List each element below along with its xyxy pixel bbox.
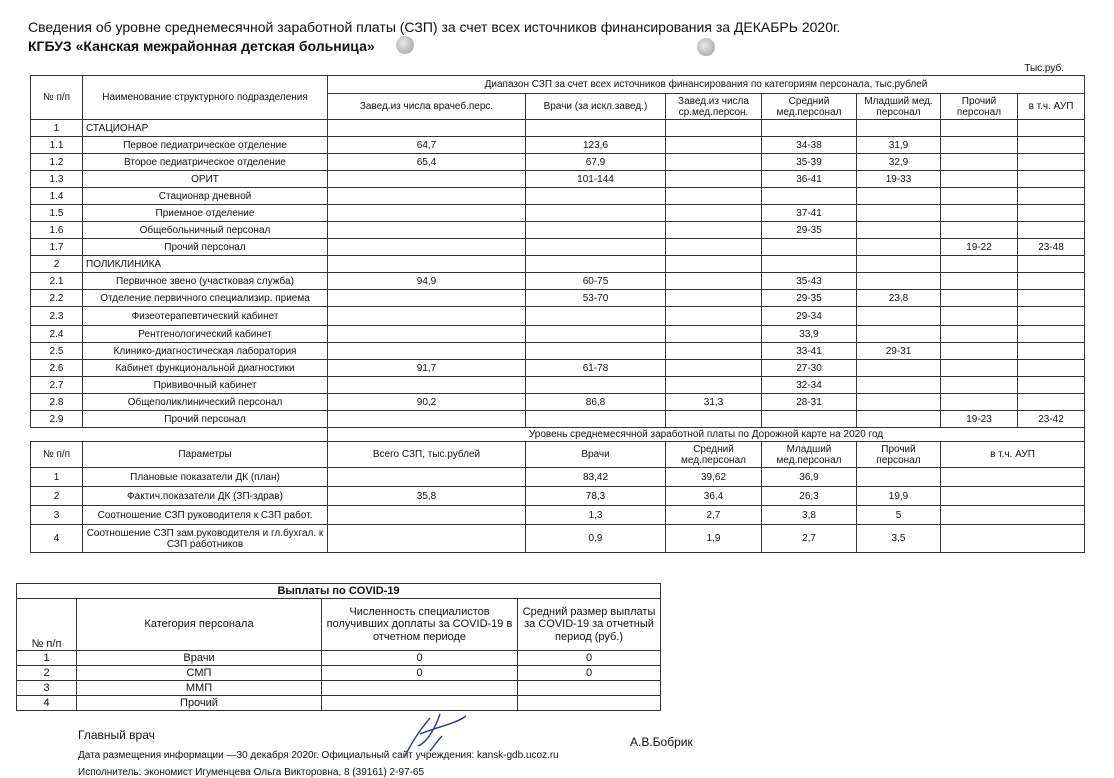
row-value: 29-35 [762, 222, 857, 239]
row-value [857, 273, 941, 290]
unit-label: Тыс.руб. [1024, 63, 1064, 74]
row-value [666, 171, 762, 188]
row-name: Кабинет функциональной диагностики [83, 360, 328, 377]
publication-info: Дата размещения информации —30 декабря 2020г. Официальный сайт учреждения: kansk-gdb.ucoz.ru [78, 750, 559, 761]
signature-image [400, 706, 470, 766]
dk-row-name: Соотношение СЗП руководителя к СЗП работ. [83, 506, 328, 525]
row-num: 2.1 [31, 273, 83, 290]
row-name: Приемное отделение [83, 205, 328, 222]
covid-row-avg: 0 [518, 651, 661, 666]
table-row [31, 360, 1085, 377]
dk-row-value [941, 506, 1085, 525]
table-row [31, 222, 1085, 239]
row-value [1018, 256, 1085, 273]
row-name: Первое педиатрическое отделение [83, 137, 328, 154]
row-value [941, 256, 1018, 273]
row-value [666, 120, 762, 137]
dk-col-num: № п/п [31, 442, 83, 468]
chief-doctor-title: Главный врач [78, 728, 155, 742]
row-value [941, 205, 1018, 222]
row-value [328, 343, 526, 360]
table-row [31, 273, 1085, 290]
dk-row-value: 36,9 [762, 468, 857, 487]
row-value [666, 360, 762, 377]
row-value: 34-38 [762, 137, 857, 154]
row-value [328, 377, 526, 394]
row-value: 27-30 [762, 360, 857, 377]
row-name: Прививочный кабинет [83, 377, 328, 394]
punch-hole-right [697, 38, 715, 56]
dk-row-value: 0,9 [526, 525, 666, 553]
dk-col-header: Врачи [526, 442, 666, 468]
row-value [857, 411, 941, 428]
row-value [328, 307, 526, 326]
dk-col-header: Младший мед.персонал [762, 442, 857, 468]
dk-col-header: в т.ч. АУП [941, 442, 1085, 468]
table-row [31, 188, 1085, 205]
row-value: 19-22 [941, 239, 1018, 256]
covid-row-avg [518, 681, 661, 696]
table-row [31, 239, 1085, 256]
row-name: Прочий персонал [83, 239, 328, 256]
table-row [31, 154, 1085, 171]
row-value [857, 360, 941, 377]
row-value [526, 307, 666, 326]
covid-row-count: 0 [322, 666, 518, 681]
row-value: 35-39 [762, 154, 857, 171]
row-value: 23-42 [1018, 411, 1085, 428]
row-name: Стационар дневной [83, 188, 328, 205]
row-value [1018, 205, 1085, 222]
row-value: 28-31 [762, 394, 857, 411]
row-value: 19-23 [941, 411, 1018, 428]
row-value: 19-33 [857, 171, 941, 188]
covid-row [17, 681, 661, 696]
row-value: 36-41 [762, 171, 857, 188]
row-num: 1 [31, 120, 83, 137]
row-value [526, 120, 666, 137]
row-value [941, 188, 1018, 205]
dk-row-value: 3,8 [762, 506, 857, 525]
row-value [328, 171, 526, 188]
row-value [857, 120, 941, 137]
executor-info: Исполнитель: экономист Игуменцева Ольга Викторовна, 8 (39161) 2-97-65 [78, 767, 425, 778]
row-value [526, 377, 666, 394]
row-value [526, 326, 666, 343]
dk-row-value [328, 525, 526, 553]
row-value [666, 154, 762, 171]
row-value [666, 239, 762, 256]
covid-title: Выплаты по COVID-19 [17, 584, 661, 599]
col-num-header: № п/п [31, 76, 83, 120]
col-header: Завед.из числа ср.мед.персон. [666, 94, 762, 120]
row-value [941, 222, 1018, 239]
document-title: Сведения об уровне среднемесячной заработной платы (СЗП) за счет всех источников финансирования за ДЕКАБРЬ 2020г. [28, 19, 841, 35]
row-value [857, 222, 941, 239]
row-value [762, 120, 857, 137]
row-value [328, 290, 526, 307]
row-value [526, 343, 666, 360]
row-value [941, 394, 1018, 411]
row-value [1018, 154, 1085, 171]
row-value [328, 120, 526, 137]
row-value: 101-144 [526, 171, 666, 188]
table-row [31, 343, 1085, 360]
dk-row-value [857, 468, 941, 487]
row-value [666, 377, 762, 394]
row-value [666, 188, 762, 205]
covid-row-cat: Прочий [77, 696, 322, 711]
row-value: 37-41 [762, 205, 857, 222]
row-value [1018, 222, 1085, 239]
row-value [941, 290, 1018, 307]
covid-table [16, 583, 661, 711]
table-row [31, 290, 1085, 307]
covid-row-cat: ММП [77, 681, 322, 696]
col-header: Врачи (за искл.завед.) [526, 94, 666, 120]
dk-row [31, 468, 1085, 487]
covid-col-num: № п/п [17, 599, 77, 651]
row-value [941, 326, 1018, 343]
table-row [31, 205, 1085, 222]
row-num: 2.9 [31, 411, 83, 428]
row-name: Физеотерапевтический кабинет [83, 307, 328, 326]
row-value: 65,4 [328, 154, 526, 171]
row-value: 29-31 [857, 343, 941, 360]
row-value: 86,8 [526, 394, 666, 411]
row-value: 29-34 [762, 307, 857, 326]
covid-row-num: 1 [17, 651, 77, 666]
dk-row-num: 3 [31, 506, 83, 525]
dk-row-value: 35,8 [328, 487, 526, 506]
institution-name: КГБУЗ «Канская межрайонная детская больница» [28, 38, 375, 54]
row-value [941, 377, 1018, 394]
row-value [941, 120, 1018, 137]
row-name: Общеполиклинический персонал [83, 394, 328, 411]
row-num: 2.2 [31, 290, 83, 307]
row-value: 35-43 [762, 273, 857, 290]
row-value [857, 239, 941, 256]
row-value: 53-70 [526, 290, 666, 307]
col-header: Завед.из числа врачеб.перс. [328, 94, 526, 120]
row-value [941, 137, 1018, 154]
row-num: 1.1 [31, 137, 83, 154]
row-value [762, 256, 857, 273]
covid-row-num: 2 [17, 666, 77, 681]
dk-col-header: Прочий персонал [857, 442, 941, 468]
section-row [31, 256, 1085, 273]
row-value [1018, 290, 1085, 307]
row-value [941, 154, 1018, 171]
row-num: 1.2 [31, 154, 83, 171]
row-name: ПОЛИКЛИНИКА [83, 256, 328, 273]
dk-row [31, 487, 1085, 506]
table-row [31, 394, 1085, 411]
row-value [526, 239, 666, 256]
dk-row-value [941, 468, 1085, 487]
row-value [666, 273, 762, 290]
row-value: 29-35 [762, 290, 857, 307]
row-num: 2.4 [31, 326, 83, 343]
row-value: 23-48 [1018, 239, 1085, 256]
salary-table [30, 75, 1085, 553]
row-value [666, 343, 762, 360]
covid-row [17, 651, 661, 666]
row-name: Прочий персонал [83, 411, 328, 428]
covid-col-cat: Категория персонала [77, 599, 322, 651]
row-value: 61-78 [526, 360, 666, 377]
row-value [328, 188, 526, 205]
row-value: 123,6 [526, 137, 666, 154]
dk-row-value: 83,42 [526, 468, 666, 487]
row-value [526, 256, 666, 273]
punch-hole-left [396, 36, 414, 54]
row-value [1018, 394, 1085, 411]
table-row [31, 326, 1085, 343]
row-num: 2.3 [31, 307, 83, 326]
dk-row-value: 78,3 [526, 487, 666, 506]
row-value [857, 256, 941, 273]
row-value [1018, 188, 1085, 205]
row-value: 60-75 [526, 273, 666, 290]
dk-row-value: 5 [857, 506, 941, 525]
row-num: 1.4 [31, 188, 83, 205]
table-row [31, 307, 1085, 326]
col-header: в т.ч. АУП [1018, 94, 1085, 120]
row-value [526, 205, 666, 222]
row-value [857, 377, 941, 394]
row-num: 1.3 [31, 171, 83, 188]
row-value: 23,8 [857, 290, 941, 307]
row-value [328, 256, 526, 273]
row-name: Рентгенологический кабинет [83, 326, 328, 343]
dk-row-num: 1 [31, 468, 83, 487]
dk-row [31, 525, 1085, 553]
dk-row-value: 1,9 [666, 525, 762, 553]
row-value [857, 205, 941, 222]
col-header: Средний мед.персонал [762, 94, 857, 120]
dk-row-value: 2,7 [762, 525, 857, 553]
row-value [857, 326, 941, 343]
dk-title: Уровень среднемесячной заработной платы по Дорожной карте на 2020 год [328, 428, 1085, 442]
table-row [31, 137, 1085, 154]
row-name: Отделение первичного специализир. приема [83, 290, 328, 307]
row-value: 31,3 [666, 394, 762, 411]
dk-row-value: 1,3 [526, 506, 666, 525]
row-value [857, 307, 941, 326]
row-name: Клинико-диагностическая лаборатория [83, 343, 328, 360]
row-name: Второе педиатрическое отделение [83, 154, 328, 171]
row-value [666, 290, 762, 307]
chief-doctor-name: А.В.Бобрик [630, 735, 693, 749]
row-value [762, 411, 857, 428]
row-num: 2.8 [31, 394, 83, 411]
covid-row-count: 0 [322, 651, 518, 666]
row-value [1018, 360, 1085, 377]
row-value [857, 188, 941, 205]
row-value [762, 188, 857, 205]
row-value [666, 411, 762, 428]
row-value [666, 137, 762, 154]
row-value [1018, 120, 1085, 137]
table-row [31, 411, 1085, 428]
row-value [666, 307, 762, 326]
row-value [1018, 377, 1085, 394]
row-num: 2 [31, 256, 83, 273]
row-value: 90,2 [328, 394, 526, 411]
row-value [1018, 137, 1085, 154]
row-value [1018, 343, 1085, 360]
table-row [31, 377, 1085, 394]
row-num: 2.7 [31, 377, 83, 394]
row-value [762, 239, 857, 256]
row-num: 1.6 [31, 222, 83, 239]
dk-col-param: Параметры [83, 442, 328, 468]
dk-row-value: 36,4 [666, 487, 762, 506]
covid-row-cat: СМП [77, 666, 322, 681]
dk-row-name: Соотношение СЗП зам.руководителя и гл.бухгал. к СЗП работников [83, 525, 328, 553]
row-value: 64,7 [328, 137, 526, 154]
row-value: 32,9 [857, 154, 941, 171]
row-value [666, 222, 762, 239]
row-value [526, 222, 666, 239]
covid-row-num: 3 [17, 681, 77, 696]
row-num: 1.7 [31, 239, 83, 256]
covid-row [17, 666, 661, 681]
row-value [1018, 307, 1085, 326]
row-value: 32-34 [762, 377, 857, 394]
row-value [666, 326, 762, 343]
row-value: 67,9 [526, 154, 666, 171]
dk-row-value: 2,7 [666, 506, 762, 525]
dk-row-value [328, 506, 526, 525]
covid-row-avg [518, 696, 661, 711]
covid-row-cat: Врачи [77, 651, 322, 666]
range-header: Диапазон СЗП за счет всех источников финансирования по категориям персонала, тыс.рублей [328, 76, 1085, 94]
row-value [941, 273, 1018, 290]
dk-row-value: 19,9 [857, 487, 941, 506]
dk-row-name: Фактич.показатели ДК (ЗП-здрав) [83, 487, 328, 506]
row-num: 2.6 [31, 360, 83, 377]
row-value [328, 222, 526, 239]
row-value: 91,7 [328, 360, 526, 377]
covid-col-count: Численность специалистов получивших доплаты за COVID-19 в отчетном периоде [322, 599, 518, 651]
col-header: Младший мед. персонал [857, 94, 941, 120]
col-name-header: Наименование структурного подразделения [83, 76, 328, 120]
covid-row-count [322, 681, 518, 696]
row-value [328, 326, 526, 343]
row-value [941, 343, 1018, 360]
row-num: 1.5 [31, 205, 83, 222]
row-value: 94,9 [328, 273, 526, 290]
dk-row-value: 39,62 [666, 468, 762, 487]
row-value [941, 307, 1018, 326]
row-value [526, 411, 666, 428]
dk-row [31, 506, 1085, 525]
dk-row-name: Плановые показатели ДК (план) [83, 468, 328, 487]
dk-row-value [941, 487, 1085, 506]
row-value [857, 394, 941, 411]
row-name: СТАЦИОНАР [83, 120, 328, 137]
row-value [1018, 326, 1085, 343]
row-value [941, 171, 1018, 188]
row-value [328, 239, 526, 256]
table-row [31, 171, 1085, 188]
row-value [666, 205, 762, 222]
row-value: 33,9 [762, 326, 857, 343]
dk-row-num: 4 [31, 525, 83, 553]
row-value [666, 256, 762, 273]
row-value [526, 188, 666, 205]
dk-row-value: 3,5 [857, 525, 941, 553]
row-name: Общебольничный персонал [83, 222, 328, 239]
row-value: 33-41 [762, 343, 857, 360]
row-name: ОРИТ [83, 171, 328, 188]
dk-col-header: Всего СЗП, тыс.рублей [328, 442, 526, 468]
covid-row [17, 696, 661, 711]
row-value [1018, 171, 1085, 188]
section-row [31, 120, 1085, 137]
covid-row-avg: 0 [518, 666, 661, 681]
dk-row-num: 2 [31, 487, 83, 506]
dk-row-value [941, 525, 1085, 553]
dk-col-header: Средний мед.персонал [666, 442, 762, 468]
dk-row-value: 26,3 [762, 487, 857, 506]
row-num: 2.5 [31, 343, 83, 360]
col-header: Прочий персонал [941, 94, 1018, 120]
row-name: Первичное звено (участковая служба) [83, 273, 328, 290]
row-value: 31,9 [857, 137, 941, 154]
dk-row-value [328, 468, 526, 487]
row-value [328, 205, 526, 222]
covid-row-num: 4 [17, 696, 77, 711]
covid-col-avg: Средний размер выплаты за COVID-19 за отчетный период (руб.) [518, 599, 661, 651]
row-value [941, 360, 1018, 377]
row-value [1018, 273, 1085, 290]
row-value [328, 411, 526, 428]
